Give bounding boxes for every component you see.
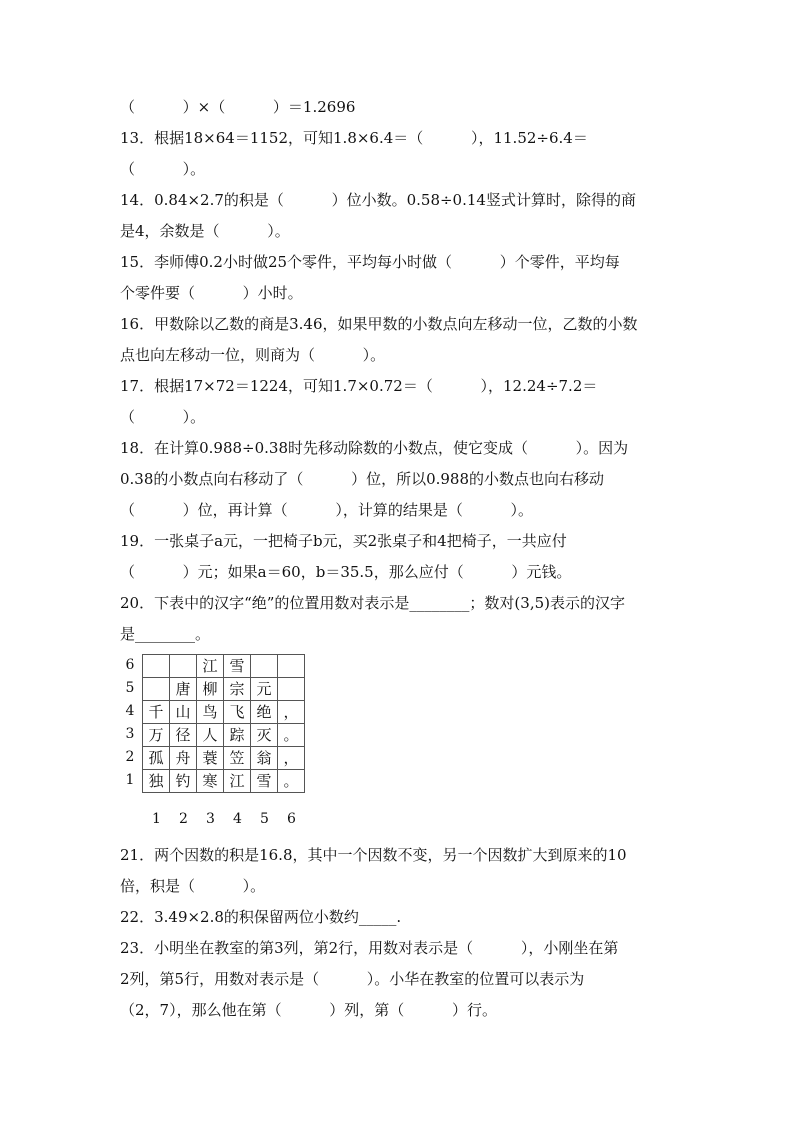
grid-cell: 柳 [197,678,224,701]
grid-cell: 踪 [224,724,251,747]
text-line: 16．甲数除以乙数的商是3.46，如果甲数的小数点向左移动一位，乙数的小数 [120,315,638,333]
table-row [143,770,305,793]
grid-cell [143,655,170,678]
grid-cell: 飞 [224,701,251,724]
y-axis-label: 6 [125,657,135,673]
grid-cell: 舟 [170,747,197,770]
text-line: 是4，余数是（ ）。 [120,222,290,240]
grid-cell [251,655,278,678]
text-line: （ ）×（ ）＝1.2696 [120,98,356,116]
character-table [142,654,305,793]
grid-cell: 。 [278,770,305,793]
y-axis-label: 3 [125,726,135,742]
text-line: 15．李师傅0.2小时做25个零件，平均每小时做（ ）个零件，平均每 [120,253,620,271]
text-line: 21．两个因数的积是16.8，其中一个因数不变，另一个因数扩大到原来的10 [120,846,627,864]
grid-cell: 独 [143,770,170,793]
text-line: 23．小明坐在教室的第3列，第2行，用数对表示是（ ），小刚坐在第 [120,939,619,957]
text-line: 20．下表中的汉字“绝”的位置用数对表示是________；数对(3,5)表示的汉字 [120,594,625,612]
text-line: （ ）元；如果a＝60，b＝35.5，那么应付（ ）元钱。 [120,563,572,581]
grid-cell: 灭 [251,724,278,747]
grid-cell: ， [278,747,305,770]
y-axis-label: 4 [125,703,135,719]
grid-cell: 笠 [224,747,251,770]
text-line: 0.38的小数点向右移动了（ ）位，所以0.988的小数点也向右移动 [120,470,605,488]
grid-cell [278,678,305,701]
table-row [143,701,305,724]
grid-cell: 雪 [224,655,251,678]
y-axis-label: 5 [125,680,135,696]
grid-cell [143,678,170,701]
x-axis-label: 4 [233,811,242,827]
x-axis-label: 2 [179,811,188,827]
text-line: 14．0.84×2.7的积是（ ）位小数。0.58÷0.14竖式计算时，除得的商 [120,191,636,209]
grid-cell: 唐 [170,678,197,701]
text-line: 19．一张桌子a元，一把椅子b元，买2张桌子和4把椅子，一共应付 [120,532,567,550]
grid-cell: 千 [143,701,170,724]
worksheet [120,92,676,1026]
text-line: （ ）。 [120,160,206,178]
y-axis-label: 2 [125,749,135,765]
questions-12-20 [120,92,676,650]
table-row [143,724,305,747]
grid-cell: 钓 [170,770,197,793]
text-line: 18．在计算0.988÷0.38时先移动除数的小数点，使它变成（ ）。因为 [120,439,629,457]
x-axis-label: 5 [260,811,269,827]
grid-cell: 孤 [143,747,170,770]
text-line: 是________。 [120,625,211,643]
grid-cell: 绝 [251,701,278,724]
x-axis-label: 6 [287,811,296,827]
grid-cell: 万 [143,724,170,747]
grid-cell [170,655,197,678]
grid-cell: 蓑 [197,747,224,770]
grid-cell: 雪 [251,770,278,793]
text-line: 2列，第5行，用数对表示是（ ）。小华在教室的位置可以表示为 [120,970,585,988]
x-axis-label: 1 [152,811,161,827]
grid-cell: 山 [170,701,197,724]
text-line: （ ）位，再计算（ ），计算的结果是（ ）。 [120,501,534,519]
text-line: 点也向左移动一位，则商为（ ）。 [120,346,386,364]
grid-cell: 。 [278,724,305,747]
grid-cell: 元 [251,678,278,701]
grid-cell: 径 [170,724,197,747]
text-line: 个零件要（ ）小时。 [120,284,303,302]
grid-cell: 江 [224,770,251,793]
text-line: 22．3.49×2.8的积保留两位小数约_____. [120,908,402,926]
x-axis-label: 3 [206,811,215,827]
grid-cell [278,655,305,678]
poem-grid [120,654,676,840]
grid-cell: 寒 [197,770,224,793]
text-line: 13．根据18×64＝1152，可知1.8×6.4＝（ ），11.52÷6.4＝ [120,129,588,147]
text-line: （2，7），那么他在第（ ）列，第（ ）行。 [120,1001,497,1019]
table-row [143,678,305,701]
table-row [143,747,305,770]
grid-cell: ， [278,701,305,724]
questions-21-23 [120,840,676,1026]
text-line: （ ）。 [120,408,206,426]
grid-cell: 人 [197,724,224,747]
grid-cell: 宗 [224,678,251,701]
grid-cell: 江 [197,655,224,678]
grid-cell: 鸟 [197,701,224,724]
text-line: 倍，积是（ ）。 [120,877,266,895]
table-row [143,655,305,678]
y-axis-label: 1 [125,772,135,788]
text-line: 17．根据17×72＝1224，可知1.7×0.72＝（ ），12.24÷7.2＝ [120,377,598,395]
grid-cell: 翁 [251,747,278,770]
